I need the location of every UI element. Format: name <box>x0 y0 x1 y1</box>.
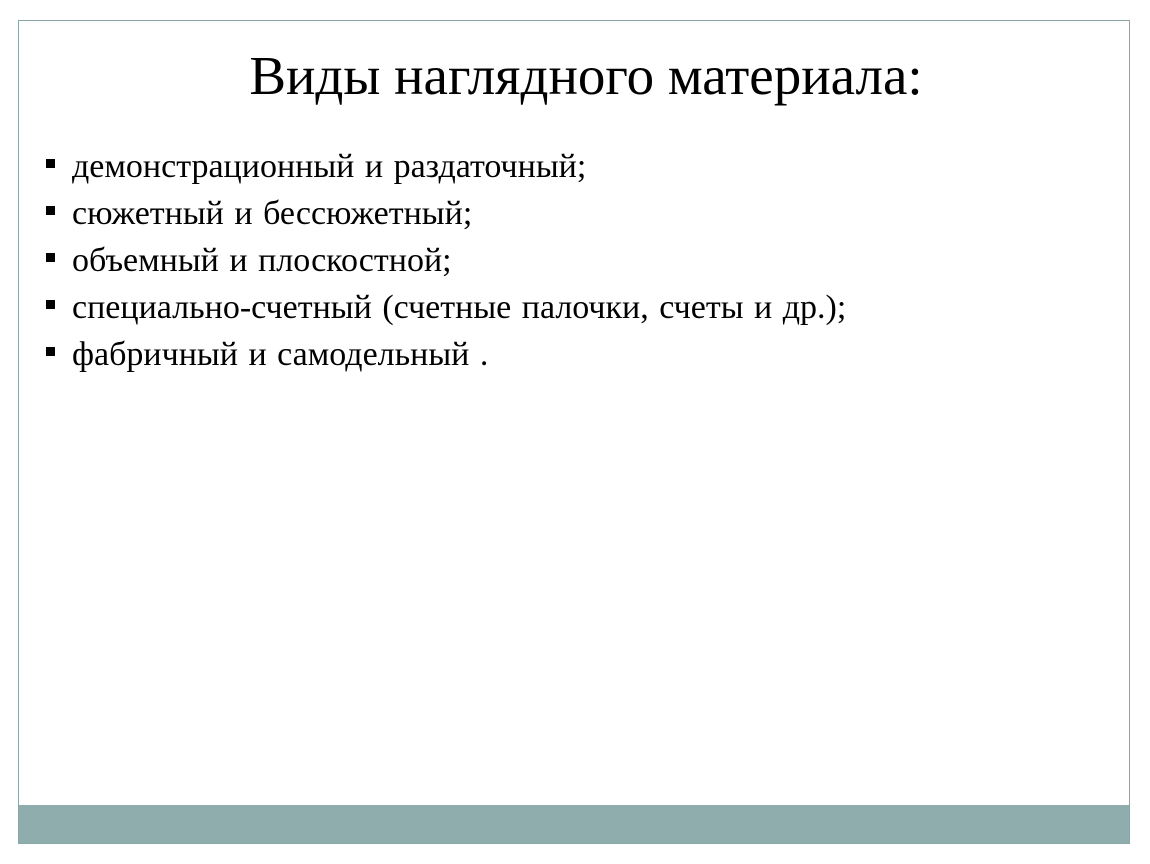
bullet-text: объемный и плоскостной; <box>72 242 452 279</box>
square-bullet-icon <box>46 159 55 168</box>
square-bullet-icon <box>46 300 55 309</box>
footer-band <box>19 805 1129 843</box>
bullet-text: сюжетный и бессюжетный; <box>72 195 473 232</box>
bullet-text: фабричный и самодельный . <box>72 336 489 373</box>
list-item <box>46 237 1116 284</box>
list-item <box>46 284 1116 331</box>
bullet-text: демонстрационный и раздаточный; <box>72 148 587 185</box>
square-bullet-icon <box>46 253 55 262</box>
slide-title: Виды наглядного материала: <box>249 45 923 106</box>
square-bullet-icon <box>46 347 55 356</box>
list-item <box>46 143 1116 190</box>
list-item <box>46 190 1116 237</box>
bullet-text: специально-счетный (счетные палочки, счеты и др.); <box>72 289 847 326</box>
bullet-list <box>46 143 1116 378</box>
square-bullet-icon <box>46 206 55 215</box>
list-item <box>46 331 1116 378</box>
